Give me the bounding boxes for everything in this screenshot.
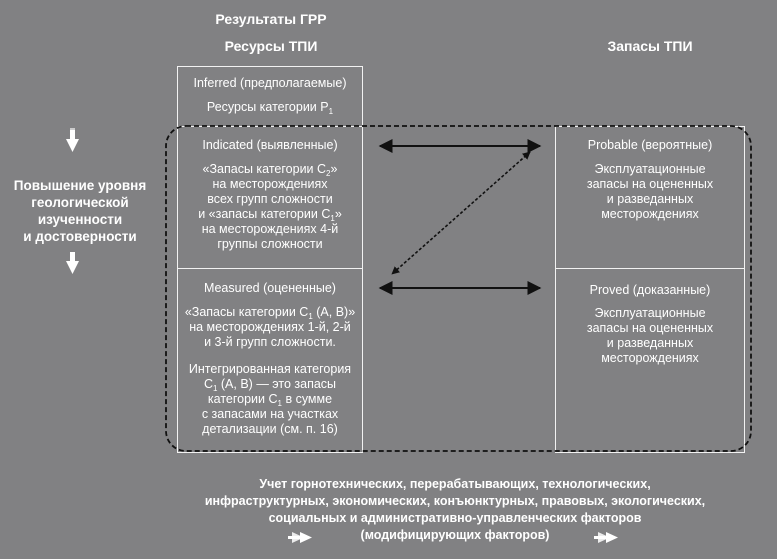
indicated-description: «Запасы категории $С_2$» на месторождениях всех групп сложности и «запасы категории $С_1$» на месторождениях 4-й группы сложности: [198, 162, 342, 251]
reserves-title: Запасы ТПИ: [607, 38, 693, 54]
right-arrow-icon: [288, 532, 312, 543]
right-arrow-icon: [594, 532, 618, 543]
inferred-category: Ресурсы категории $Р_1$: [206, 100, 334, 116]
down-arrow-icon: [66, 128, 79, 152]
down-arrow-icon: [66, 252, 79, 274]
modifying-factors-text: Учет горнотехнических, перерабатывающих, технологических, инфраструктурных, экономических, конъюнктурных, правовых, экологических, социальных и административно-управленческих факторов (модифицирующих факторов): [204, 477, 706, 542]
measured-title: Measured (оцененные): [204, 281, 336, 295]
measured-description: «Запасы категории $С_1$ (А, В)» на месторождениях 1-й, 2-й и 3-й групп сложности.: [184, 305, 356, 349]
resources-title: Ресурсы ТПИ: [224, 38, 318, 54]
proved-title: Proved (доказанные): [589, 283, 711, 297]
measured-integrated-note: Интегрированная категория $С_1$ (А, В) — это запасы категории $С_1$ в сумме с запасами на участках детализации (см. п. 16): [188, 362, 352, 436]
knowledge-increase-label: Повышение уровня геологической изученности и достоверности: [13, 178, 147, 244]
probable-description: Эксплуатационные запасы на оцененных и разведанных месторождениях: [586, 162, 714, 221]
probable-measured-diagonal-arrow: [392, 152, 530, 274]
diagram-title: Результаты ГРР: [215, 11, 327, 27]
inferred-title: Inferred (предполагаемые): [193, 76, 347, 90]
proved-description: Эксплуатационные запасы на оцененных и разведанных месторождениях: [586, 306, 714, 365]
indicated-title: Indicated (выявленные): [202, 138, 338, 152]
probable-title: Probable (вероятные): [587, 138, 713, 152]
